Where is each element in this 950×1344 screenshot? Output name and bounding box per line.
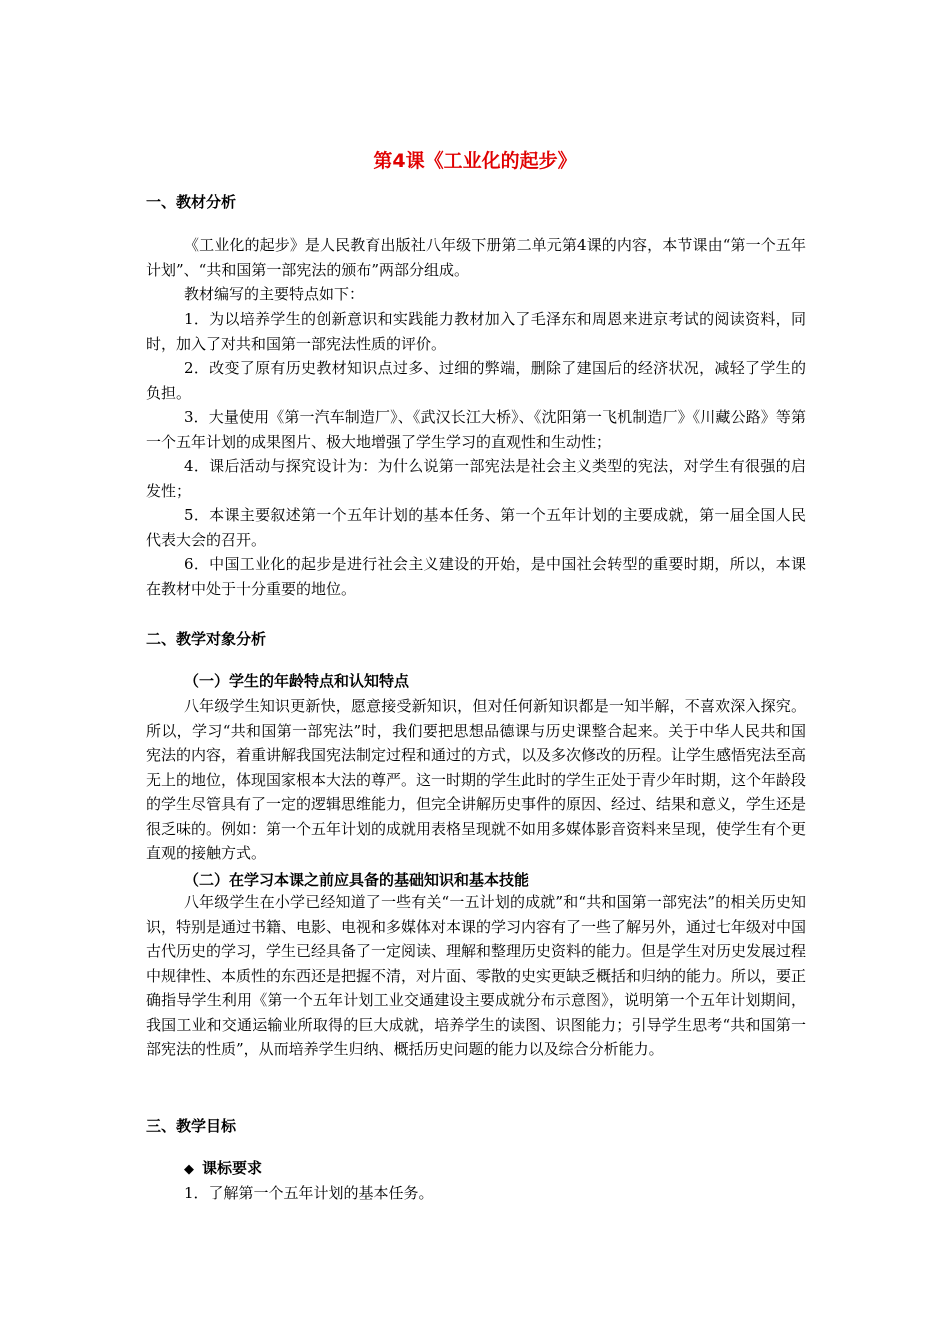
bullet-label: 课标要求 (202, 1159, 263, 1177)
subsection-heading: （一）学生的年龄特点和认知特点 (184, 672, 410, 690)
list-item: 1．为以培养学生的创新意识和实践能力教材加入了毛泽东和周恩来进京考试的阅读资料，同时，加入了对共和国第一部宪法性质的评价。 (146, 310, 806, 353)
bullet-heading (184, 1157, 262, 1178)
section-heading-2: 二、教学对象分析 (146, 630, 267, 648)
list-item: 5．本课主要叙述第一个五年计划的基本任务、第一个五年计划的主要成就，第一届全国人民代表大会的召开。 (146, 506, 806, 549)
list-item: 2．改变了原有历史教材知识点过多、过细的弊端，删除了建国后的经济状况，减轻了学生的负担。 (146, 359, 806, 402)
paragraph: 教材编写的主要特点如下： (184, 285, 365, 303)
list-item: 4．课后活动与探究设计为：为什么说第一部宪法是社会主义类型的宪法，对学生有很强的启发性； (146, 457, 806, 500)
paragraph: 《工业化的起步》是人民教育出版社八年级下册第二单元第4课的内容，本节课由“第一个五年计划”、“共和国第一部宪法的颁布”两部分组成。 (146, 236, 806, 279)
list-item: 1．了解第一个五年计划的基本任务。 (184, 1184, 434, 1202)
list-item: 3．大量使用《第一汽车制造厂》、《武汉长江大桥》、《沈阳第一飞机制造厂》《川藏公路》等第一个五年计划的成果图片、极大地增强了学生学习的直观性和生动性； (146, 408, 806, 451)
page-title: 第4课《工业化的起步》 (373, 150, 577, 172)
section-heading-3: 三、教学目标 (146, 1117, 237, 1135)
list-item: 6．中国工业化的起步是进行社会主义建设的开始，是中国社会转型的重要时期，所以，本课在教材中处于十分重要的地位。 (146, 555, 806, 598)
subsection-heading: （二）在学习本课之前应具备的基础知识和基本技能 (184, 871, 530, 889)
diamond-bullet-icon: ◆ (184, 1162, 194, 1177)
paragraph: 八年级学生在小学已经知道了一些有关“一五计划的成就”和“共和国第一部宪法”的相关历史知识，特别是通过书籍、电影、电视和多媒体对本课的学习内容有了一些了解另外，通过七年级对中国古代历史的学习，学生已经具备了一定阅读、理解和整理历史资料的能力。但是学生对历史发展过程中规律性、本质性的东西还是把握不清，对片面、零散的史实更缺乏概括和归纳的能力。所以，要正确指导学生利用《第一个五年计划工业交通建设主要成就分布示意图》，说明第一个五年计划期间，我国工业和交通运输业所取得的巨大成就，培养学生的读图、识图能力；引导学生思考“共和国第一部宪法的性质”，从而培养学生归纳、概括历史问题的能力以及综合分析能力。 (146, 893, 807, 1058)
section-heading-1: 一、教材分析 (146, 193, 237, 211)
paragraph: 八年级学生知识更新快，愿意接受新知识，但对任何新知识都是一知半解，不喜欢深入探究。所以，学习“共和国第一部宪法”时，我们要把思想品德课与历史课整合起来。关于中华人民共和国宪法的内容，着重讲解我国宪法制定过程和通过的方式，以及多次修改的历程。让学生感悟宪法至高无上的地位，体现国家根本大法的尊严。这一时期的学生此时的学生正处于青少年时期，这个年龄段的学生尽管具有了一定的逻辑思维能力，但完全讲解历史事件的原因、经过、结果和意义，学生还是很乏味的。例如：第一个五年计划的成就用表格呈现就不如用多媒体影音资料来呈现，使学生有个更直观的接触方式。 (146, 697, 807, 862)
